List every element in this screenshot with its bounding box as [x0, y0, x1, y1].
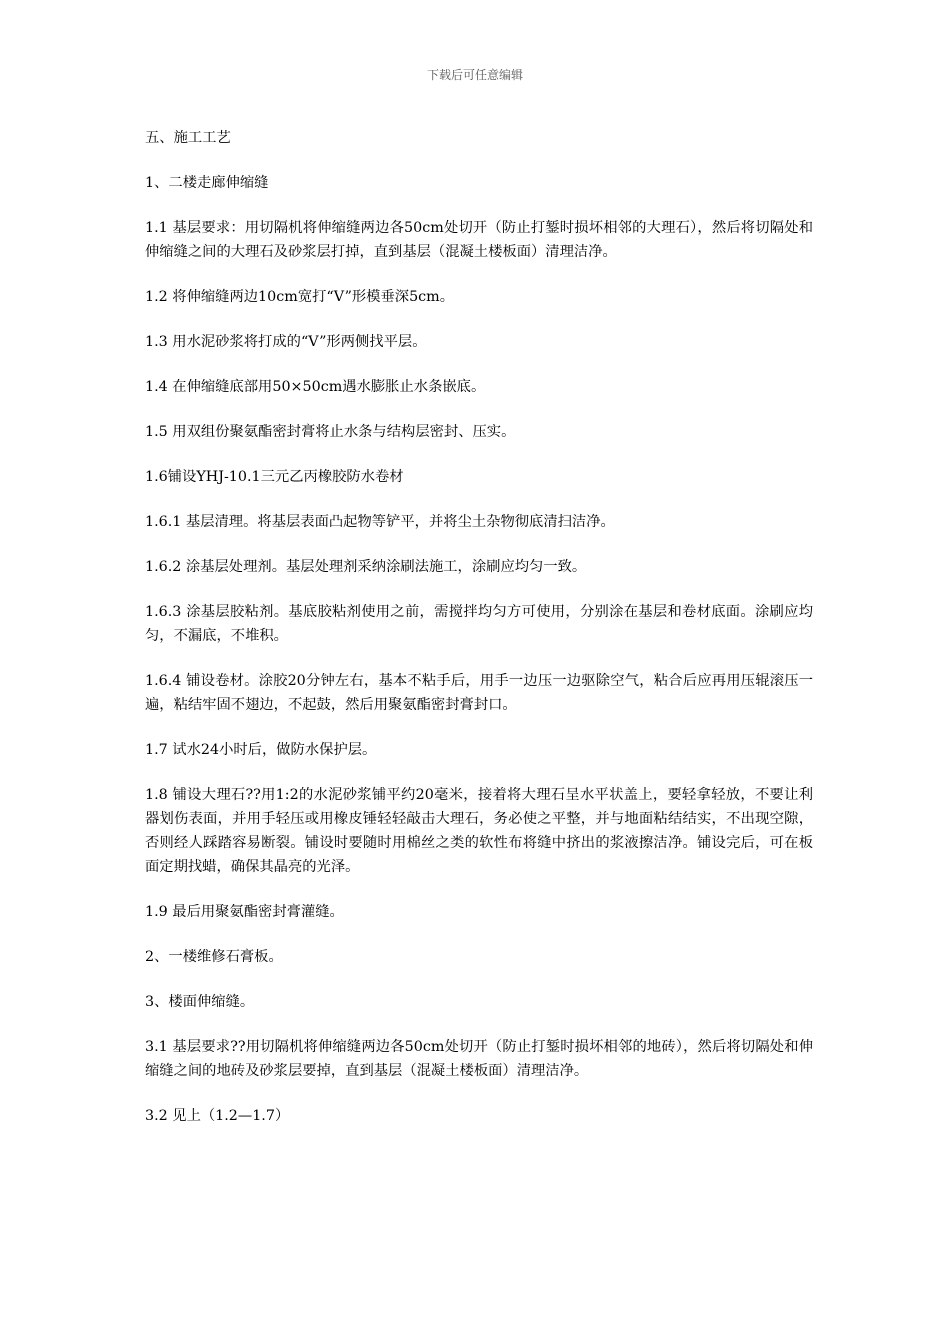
section-heading-construction-process: 五、施工工艺 — [145, 130, 231, 146]
paragraph-1-6-1: 1.6.1 基层清理。将基层表面凸起物等铲平，并将尘土杂物彻底清扫洁净。 — [145, 514, 615, 530]
page-header-note: 下载后可任意编辑 — [426, 68, 523, 82]
paragraph-1-6-2: 1.6.2 涂基层处理剂。基层处理剂采纳涂刷法施工，涂刷应均匀一致。 — [145, 559, 587, 575]
paragraph-1-6-3: 1.6.3 涂基层胶粘剂。基底胶粘剂使用之前，需搅拌均匀方可使用，分别涂在基层和卷材底面。涂刷应均匀，不漏底，不堆积。 — [145, 604, 813, 644]
subsection-heading-gypsum-board: 2、一楼维修石膏板。 — [145, 949, 283, 965]
subsection-heading-floor-expansion-joint: 3、楼面伸缩缝。 — [145, 994, 255, 1010]
paragraph-3-2: 3.2 见上（1.2—1.7） — [145, 1108, 290, 1124]
paragraph-1-2: 1.2 将伸缩缝两边10cm宽打“V”形模垂深5cm。 — [145, 289, 455, 305]
paragraph-1-6: 1.6铺设YHJ-10.1三元乙丙橡胶防水卷材 — [145, 469, 404, 485]
paragraph-1-9: 1.9 最后用聚氨酯密封膏灌缝。 — [145, 904, 344, 920]
paragraph-1-4: 1.4 在伸缩缝底部用50×50cm遇水膨胀止水条嵌底。 — [145, 379, 486, 395]
paragraph-1-5: 1.5 用双组份聚氨酯密封膏将止水条与结构层密封、压实。 — [145, 424, 516, 440]
paragraph-1-3: 1.3 用水泥砂浆将打成的“V”形两侧找平层。 — [145, 334, 427, 350]
paragraph-3-1: 3.1 基层要求??用切隔机将伸缩缝两边各50cm处切开（防止打錾时损坏相邻的地砖），然后将切隔处和伸缩缝之间的地砖及砂浆层要掉，直到基层（混凝土楼板面）清理洁净。 — [145, 1039, 813, 1079]
paragraph-1-6-4: 1.6.4 铺设卷材。涂胶20分钟左右，基本不粘手后，用手一边压一边驱除空气，粘合后应再用压辊滚压一遍，粘结牢固不翅边，不起鼓，然后用聚氨酯密封膏封口。 — [145, 673, 813, 713]
document-body — [145, 126, 813, 1149]
paragraph-1-1: 1.1 基层要求：用切隔机将伸缩缝两边各50cm处切开（防止打錾时损坏相邻的大理石），然后将切隔处和伸缩缝之间的大理石及砂浆层打掉，直到基层（混凝土楼板面）清理洁净。 — [145, 220, 813, 260]
paragraph-1-8: 1.8 铺设大理石??用1:2的水泥砂浆铺平约20毫米，接着将大理石呈水平状盖上，要轻拿轻放，不要让利器划伤表面，并用手轻压或用橡皮锤轻轻敲击大理石，务必使之平整，并与地面粘结结实，不出现空隙，否则经人踩踏容易断裂。铺设时要随时用棉丝之类的软性布将缝中挤出的浆液擦洁净。铺设完后，可在板面定期找蜡，确保其晶亮的光泽。 — [145, 787, 813, 875]
subsection-heading-corridor-expansion-joint: 1、二楼走廊伸缩缝 — [145, 175, 269, 191]
paragraph-1-7: 1.7 试水24小时后，做防水保护层。 — [145, 742, 377, 758]
